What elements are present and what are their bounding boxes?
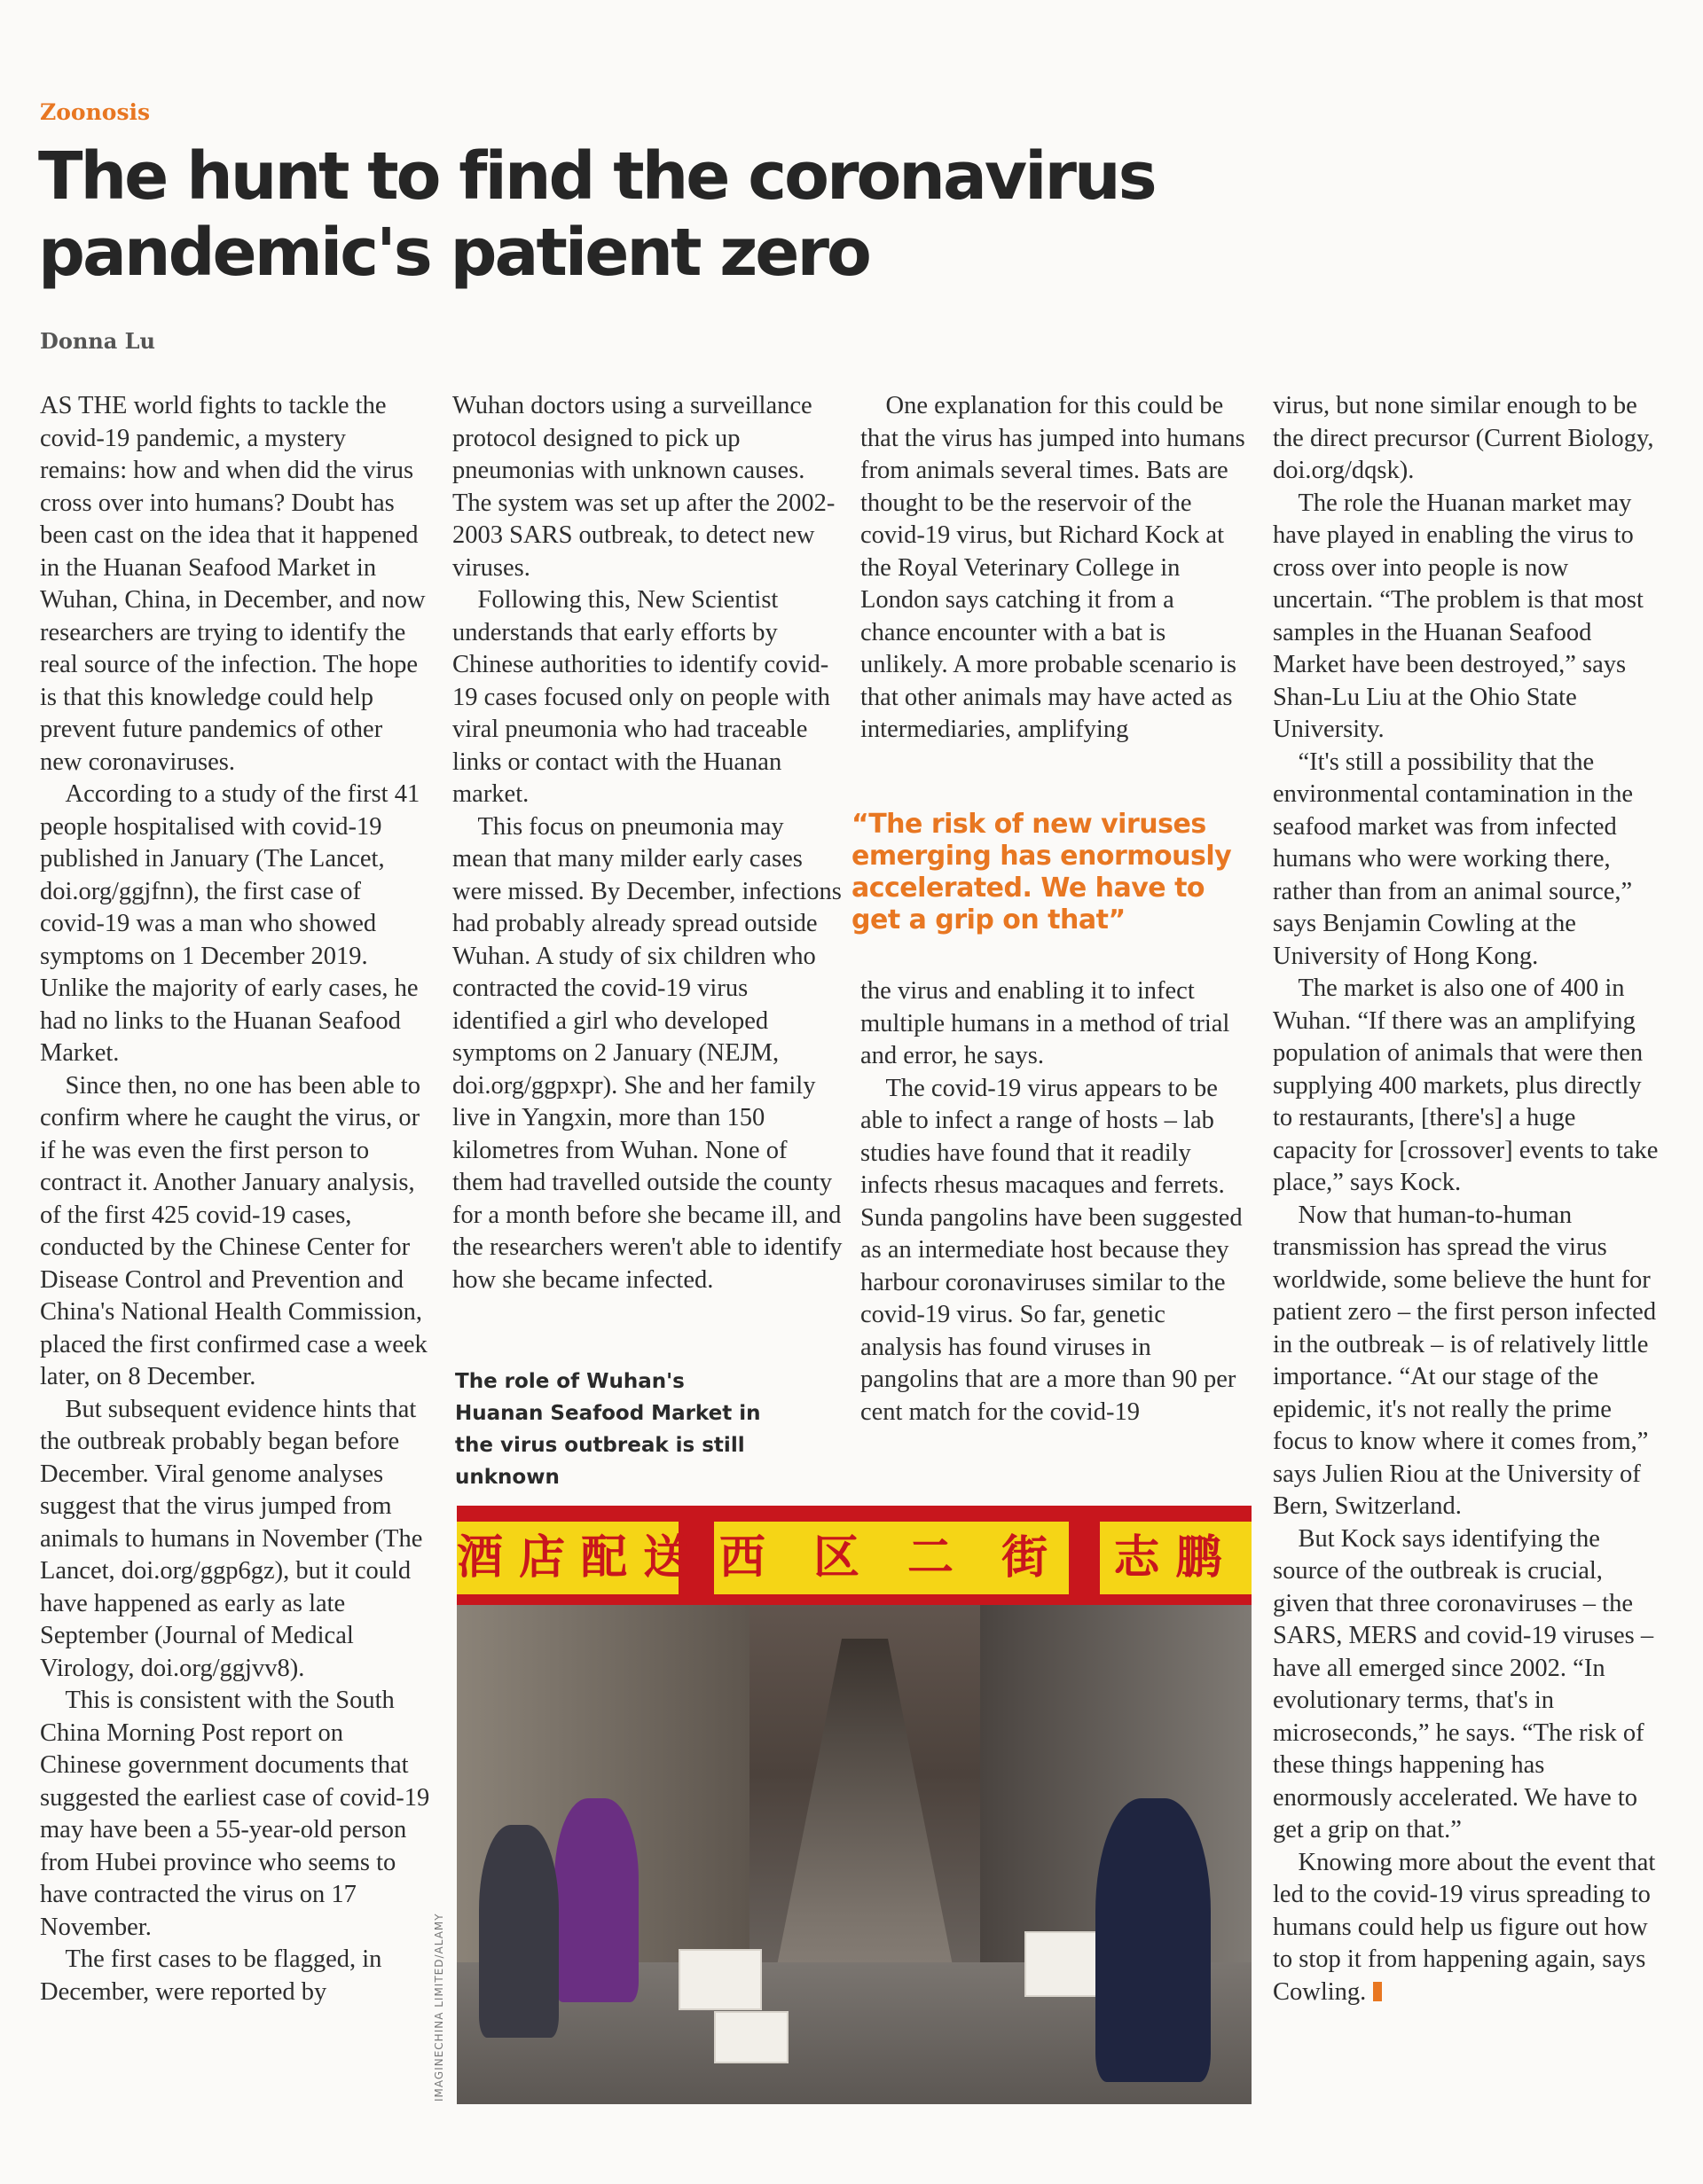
- paragraph: Now that human-to-human transmission has spread the virus worldwide, some believe the hunt for patient zero – the first person infected in the outbreak – is of relatively little importance. “At our stage of the epidemic, it's not really the prime focus to know where it comes from,” says Julien Riou at the University of Bern, Switzerland.: [1273, 1201, 1657, 1520]
- paragraph: The market is also one of 400 in Wuhan. “If there was an amplifying population of animals that were then supplying 400 markets, plus directly to restaurants, [there's] a huge capacity for [crossover] events to take place,” says Kock.: [1273, 975, 1659, 1196]
- paragraph: But subsequent evidence hints that the outbreak probably began before December. Viral genome analyses suggest that the virus jumped from animals to humans in November (The Lancet, doi.org/ggp6gz), but it could have happened as early as late September (Journal of Medical Virology, doi.org/ggjvv8).: [40, 1395, 423, 1682]
- paragraph: “It's still a possibility that the environmental contamination in the seafood market was from infected humans who were working there, rather than from an animal source,” says Benjamin Cowling at the University of Hong Kong.: [1273, 748, 1634, 970]
- paragraph: The role the Huanan market may have played in enabling the virus to cross over into people is now uncertain. “The problem is that most samples in the Huanan Seafood Market have been destroyed,” says Shan-Lu Liu at the Ohio State University.: [1273, 489, 1644, 743]
- article-column-1: [40, 390, 430, 2008]
- pull-quote: “The risk of new viruses emerging has enormously accelerated. We have to get a grip on that”: [852, 809, 1232, 935]
- article-column-3-top: [860, 390, 1246, 747]
- paragraph: the virus and enabling it to infect multiple humans in a method of trial and error, he says.: [860, 977, 1230, 1069]
- paragraph: This focus on pneumonia may mean that many milder early cases were missed. By December, infections had probably already spread outside Wuhan. A study of six children who contracted the covid-19 virus identified a girl who developed symptoms on 2 January (NEJM, doi.org/ggpxpr). She and her family live in Yangxin, more than 150 kilometres from Wuhan. None of them had travelled outside the county for a month before she became ill, and the researchers weren't able to identify how she became infected.: [452, 812, 843, 1294]
- article-column-2: [452, 390, 843, 1296]
- article-column-4: [1273, 390, 1663, 2008]
- paragraph: The covid-19 virus appears to be able to infect a range of hosts – lab studies have found that it readily infects rhesus macaques and ferrets. Sunda pangolins have been suggested as an intermediate host because they harbour coronaviruses similar to the covid-19 virus. So far, genetic analysis has found viruses in pangolins that are a more than 90 per cent match for the covid-19: [860, 1074, 1243, 1426]
- shopper-figure: [554, 1798, 639, 2002]
- paragraph: virus, but none similar enough to be the direct precursor (Current Biology, doi.org/dqsk).: [1273, 392, 1654, 484]
- paragraph: Wuhan doctors using a surveillance protocol designed to pick up pneumonias with unknown causes. The system was set up after the 2002-2003 SARS outbreak, to detect new viruses.: [452, 392, 836, 582]
- photo-caption: The role of Wuhan's Huanan Seafood Market in the virus outbreak is still unknown: [455, 1370, 761, 1489]
- paragraph: AS THE world fights to tackle the covid-19 pandemic, a mystery remains: how and when did the virus cross over into humans? Doubt has been cast on the idea that it happened in the Huanan Seafood Market in Wuhan, China, in December, and now researchers are trying to identify the real source of the infection. The hope is that this knowledge could help prevent future pandemics of other new coronaviruses.: [40, 392, 426, 776]
- paragraph: The first cases to be flagged, in December, were reported by: [40, 1945, 382, 2006]
- headline: The hunt to find the coronavirus pandemic's patient zero: [38, 138, 1155, 291]
- market-sign: 酒店配送: [457, 1522, 679, 1594]
- paragraph: This is consistent with the South China Morning Post report on Chinese government documents that suggested the earliest case of covid-19 may have been a 55-year-old person from Hubei province who seems to have contracted the virus on 17 November.: [40, 1687, 430, 1941]
- market-photo: [457, 1506, 1252, 2104]
- paragraph: But Kock says identifying the source of the outbreak is crucial, given that three coronaviruses – the SARS, MERS and covid-19 viruses – have all emerged since 2002. “In evolutionary terms, that's in microseconds,” he says. “The risk of these things happening has enormously accelerated. We have to get a grip on that.”: [1273, 1524, 1654, 1843]
- market-sign: 志鹏: [1100, 1522, 1252, 1594]
- paragraph-text: Knowing more about the event that led to the covid-19 virus spreading to humans could help us figure out how to stop it from happening again, says Cowling.: [1273, 1848, 1656, 2006]
- section-label: Zoonosis: [40, 99, 151, 125]
- vendor-figure: [479, 1825, 559, 2038]
- photo-credit: IMAGINECHINA LIMITED/ALAMY: [433, 1913, 445, 2102]
- paragraph: Since then, no one has been able to confirm where he caught the virus, or if he was even the first person to contract it. Another January analysis, of the first 425 covid-19 cases, conducted by the Chinese Center for Disease Control and Prevention and China's National Health Commission, placed the first confirmed case a week later, on 8 December.: [40, 1071, 428, 1390]
- market-sign: 西 区 二 街: [714, 1522, 1069, 1594]
- crate: [679, 1949, 762, 2010]
- vendor-figure: [1095, 1798, 1211, 2082]
- byline: Donna Lu: [40, 328, 155, 354]
- end-mark-icon: [1373, 1982, 1382, 2001]
- paragraph: Following this, New Scientist understands that early efforts by Chinese authorities to identify covid-19 cases focused only on people with viral pneumonia who had traceable links or contact with the Huanan market.: [452, 586, 830, 808]
- article-column-3-bottom: [860, 975, 1246, 1429]
- paragraph: According to a study of the first 41 people hospitalised with covid-19 published in January (The Lancet, doi.org/ggjfnn), the first case of covid-19 was a man who showed symptoms on 1 December 2019. Unlike the majority of early cases, he had no links to the Huanan Seafood Market.: [40, 780, 420, 1067]
- crate: [714, 2011, 789, 2063]
- paragraph-final: [1273, 1847, 1663, 2009]
- paragraph: One explanation for this could be that the virus has jumped into humans from animals several times. Bats are thought to be the reservoir of the covid-19 virus, but Richard Kock at the Royal Veterinary College in London says catching it from a chance encounter with a bat is unlikely. A more probable scenario is that other animals may have acted as intermediaries, amplifying: [860, 392, 1245, 743]
